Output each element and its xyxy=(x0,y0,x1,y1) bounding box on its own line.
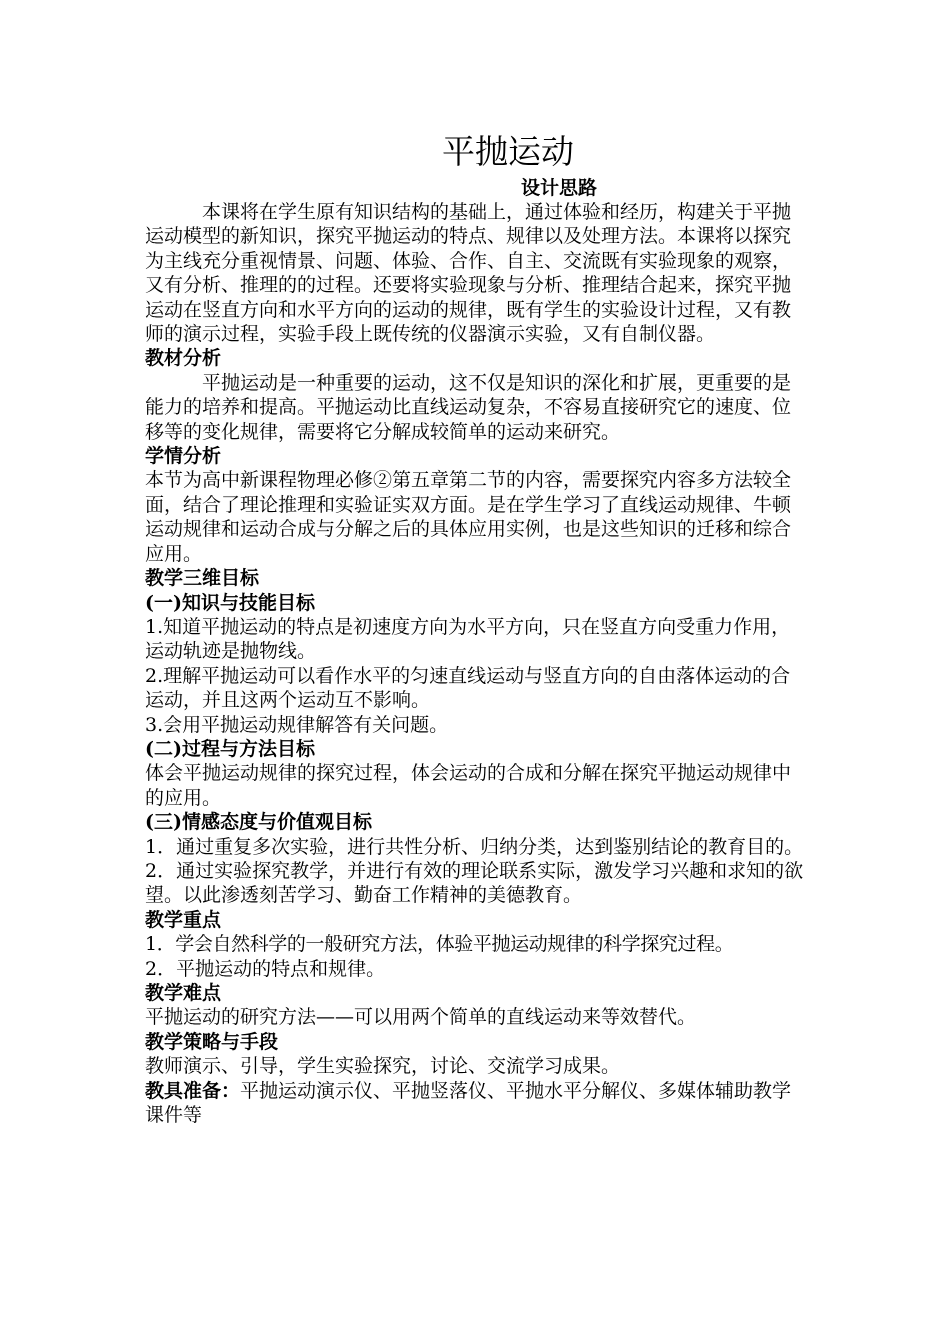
strategy-heading: 教学策略与手段 xyxy=(145,1030,279,1053)
process-heading: (二)过程与方法目标 xyxy=(145,737,315,760)
students-paragraph: 本节为高中新课程物理必修②第五章第二节的内容，需要探究内容多方法较全面，结合了理论推理和实验证实双方面。是在学生学习了直线运动规律、牛顿运动规律和运动合成与分解之后的具体应用实例，也是这些知识的迁移和综合应用。 xyxy=(145,469,792,565)
key-point-item: 1．学会自然科学的一般研究方法，体验平抛运动规律的科学探究过程。 xyxy=(145,933,734,956)
difficulties-paragraph: 平抛运动的研究方法——可以用两个简单的直线运动来等效替代。 xyxy=(145,1006,697,1029)
equipment-paragraph xyxy=(145,1079,809,1128)
emotion-item: 1．通过重复多次实验，进行共性分析、归纳分类，达到鉴别结论的教育目的。 xyxy=(145,835,804,858)
emotion-item: 2．通过实验探究教学，并进行有效的理论联系实际，激发学习兴趣和求知的欲望。以此渗透刻苦学习、勤奋工作精神的美德教育。 xyxy=(145,859,804,907)
emotion-heading: (三)情感态度与价值观目标 xyxy=(145,811,372,834)
equipment-heading: 教具准备： xyxy=(145,1079,241,1102)
page-title: 平抛运动 xyxy=(442,132,574,171)
difficulties-heading: 教学难点 xyxy=(145,982,222,1004)
process-paragraph: 体会平抛运动规律的探究过程，体会运动的合成和分解在探究平抛运动规律中的应用。 xyxy=(145,762,792,809)
key-point-item: 2．平抛运动的特点和规律。 xyxy=(145,957,386,980)
textbook-heading: 教材分析 xyxy=(145,347,222,370)
design-paragraph: 本课将在学生原有知识结构的基础上，通过体验和经历，构建关于平抛运动模型的新知识，探究平抛运动的特点、规律以及处理方法。本课将以探究为主线充分重视情景、问题、体验、合作、自主、交流既有实验现象的观察，又有分析、推理的的过程。还要将实验现象与分析、推理结合起来，探究平抛运动在竖直方向和水平方向的运动的规律，既有学生的实验设计过程，又有教师的演示过程，实验手段上既传统的仪器演示实验，又有自制仪器。 xyxy=(145,201,792,346)
knowledge-heading: (一)知识与技能目标 xyxy=(145,591,315,614)
equipment-text: 平抛运动演示仪、平抛竖落仪、平抛水平分解仪、多媒体辅助教学课件等 xyxy=(145,1079,792,1127)
knowledge-item: 2.理解平抛运动可以看作水平的匀速直线运动与竖直方向的自由落体运动的合运动，并且这两个运动互不影响。 xyxy=(145,664,791,712)
knowledge-item: 3.会用平抛运动规律解答有关问题。 xyxy=(145,713,449,736)
key-points-heading: 教学重点 xyxy=(145,908,222,931)
knowledge-item: 1.知道平抛运动的特点是初速度方向为水平方向，只在竖直方向受重力作用，运动轨迹是抛物线。 xyxy=(145,615,791,663)
goals-heading: 教学三维目标 xyxy=(145,567,260,590)
textbook-paragraph: 平抛运动是一种重要的运动，这不仅是知识的深化和扩展，更重要的是能力的培养和提高。平抛运动比直线运动复杂，不容易直接研究它的速度、位移等的变化规律，需要将它分解成较简单的运动来研究。 xyxy=(145,371,792,443)
design-heading: 设计思路 xyxy=(520,177,597,199)
strategy-paragraph: 教师演示、引导，学生实验探究，讨论、交流学习成果。 xyxy=(145,1055,621,1078)
document-body xyxy=(145,200,809,1230)
students-heading: 学情分析 xyxy=(145,445,222,468)
